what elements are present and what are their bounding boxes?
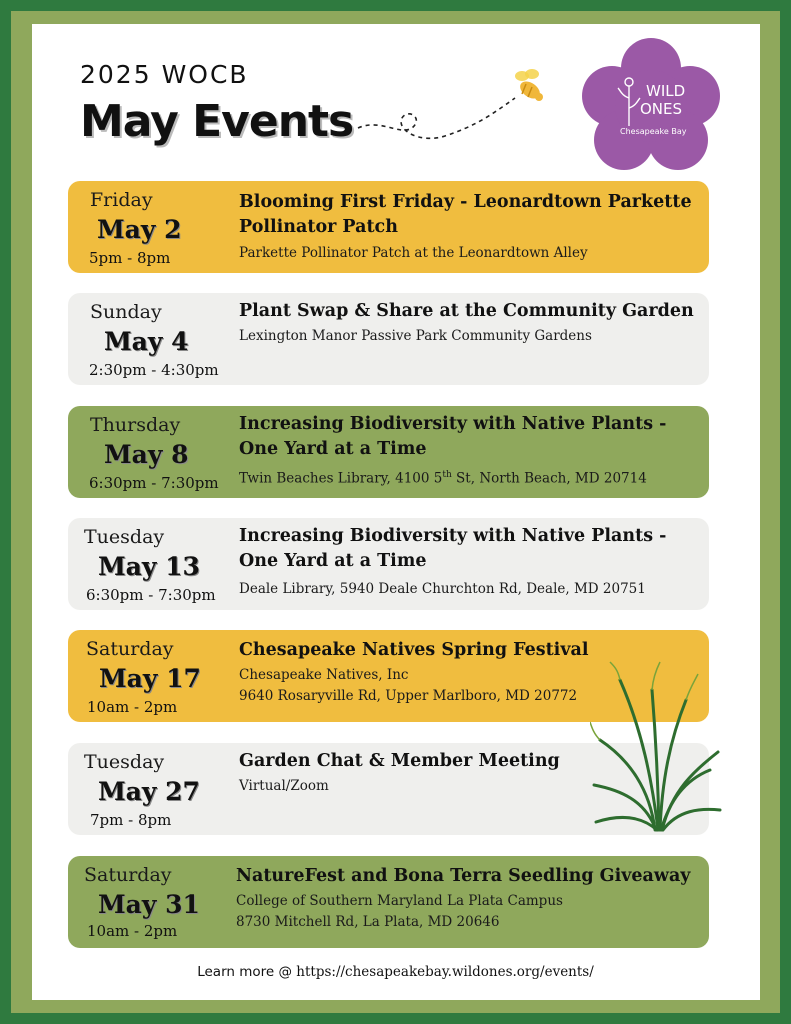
page-title: May Events xyxy=(80,96,354,147)
footer-url[interactable]: https://chesapeakebay.wildones.org/events/ xyxy=(296,964,594,980)
event-day: Sunday xyxy=(90,301,162,323)
event-title: NatureFest and Bona Terra Seedling Giveaway xyxy=(236,866,691,886)
logo-line1: WILD xyxy=(646,82,686,100)
event-title: Garden Chat & Member Meeting xyxy=(239,751,560,771)
footer-link[interactable] xyxy=(0,964,791,980)
event-day: Saturday xyxy=(84,864,172,886)
event-time: 10am - 2pm xyxy=(87,698,178,716)
event-day: Tuesday xyxy=(84,751,165,773)
event-time: 6:30pm - 7:30pm xyxy=(86,586,216,604)
event-date: May 4 xyxy=(104,327,189,356)
event-date: May 17 xyxy=(99,664,201,693)
event-time: 5pm - 8pm xyxy=(89,249,171,267)
event-day: Saturday xyxy=(86,638,174,660)
event-time: 6:30pm - 7:30pm xyxy=(89,474,219,492)
event-card xyxy=(68,293,709,385)
event-card xyxy=(68,856,709,948)
grass-illustration xyxy=(590,660,725,835)
event-address: 8730 Mitchell Rd, La Plata, MD 20646 xyxy=(236,914,500,930)
event-date: May 8 xyxy=(104,440,189,469)
header-kicker: 2025 WOCB xyxy=(80,60,249,89)
event-card xyxy=(68,406,709,498)
footer-label: Learn more @ xyxy=(197,964,297,980)
event-card xyxy=(68,181,709,273)
event-date: May 31 xyxy=(98,890,200,919)
event-location: Deale Library, 5940 Deale Churchton Rd, Deale, MD 20751 xyxy=(239,581,646,597)
event-time: 7pm - 8pm xyxy=(90,811,172,829)
event-title: Chesapeake Natives Spring Festival xyxy=(239,640,589,660)
event-day: Tuesday xyxy=(84,526,165,548)
event-title: Blooming First Friday - Leonardtown Parkette Pollinator Patch xyxy=(239,192,692,237)
logo-line2: ONES xyxy=(640,100,683,118)
event-organization: Chesapeake Natives, Inc xyxy=(239,667,409,683)
event-time: 2:30pm - 4:30pm xyxy=(89,361,219,379)
event-title: Increasing Biodiversity with Native Plants - One Yard at a Time xyxy=(239,414,667,459)
event-location: Virtual/Zoom xyxy=(239,778,329,794)
event-location: Lexington Manor Passive Park Community Gardens xyxy=(239,328,592,344)
event-date: May 27 xyxy=(98,777,200,806)
event-organization: College of Southern Maryland La Plata Campus xyxy=(236,893,563,909)
event-title: Increasing Biodiversity with Native Plants - One Yard at a Time xyxy=(239,526,667,571)
event-date: May 2 xyxy=(97,215,182,244)
event-location: Parkette Pollinator Patch at the Leonardtown Alley xyxy=(239,245,588,261)
logo-subtitle: Chesapeake Bay xyxy=(620,127,687,136)
event-title: Plant Swap & Share at the Community Garden xyxy=(239,301,694,321)
event-location: Twin Beaches Library, 4100 5th St, North Beach, MD 20714 xyxy=(239,470,647,487)
bee-icon xyxy=(350,56,570,156)
event-time: 10am - 2pm xyxy=(87,922,178,940)
event-day: Thursday xyxy=(90,414,181,436)
event-address: 9640 Rosaryville Rd, Upper Marlboro, MD 20772 xyxy=(239,688,578,704)
wild-ones-logo xyxy=(580,38,722,172)
event-day: Friday xyxy=(90,189,153,211)
event-card xyxy=(68,518,709,610)
event-date: May 13 xyxy=(98,552,200,581)
